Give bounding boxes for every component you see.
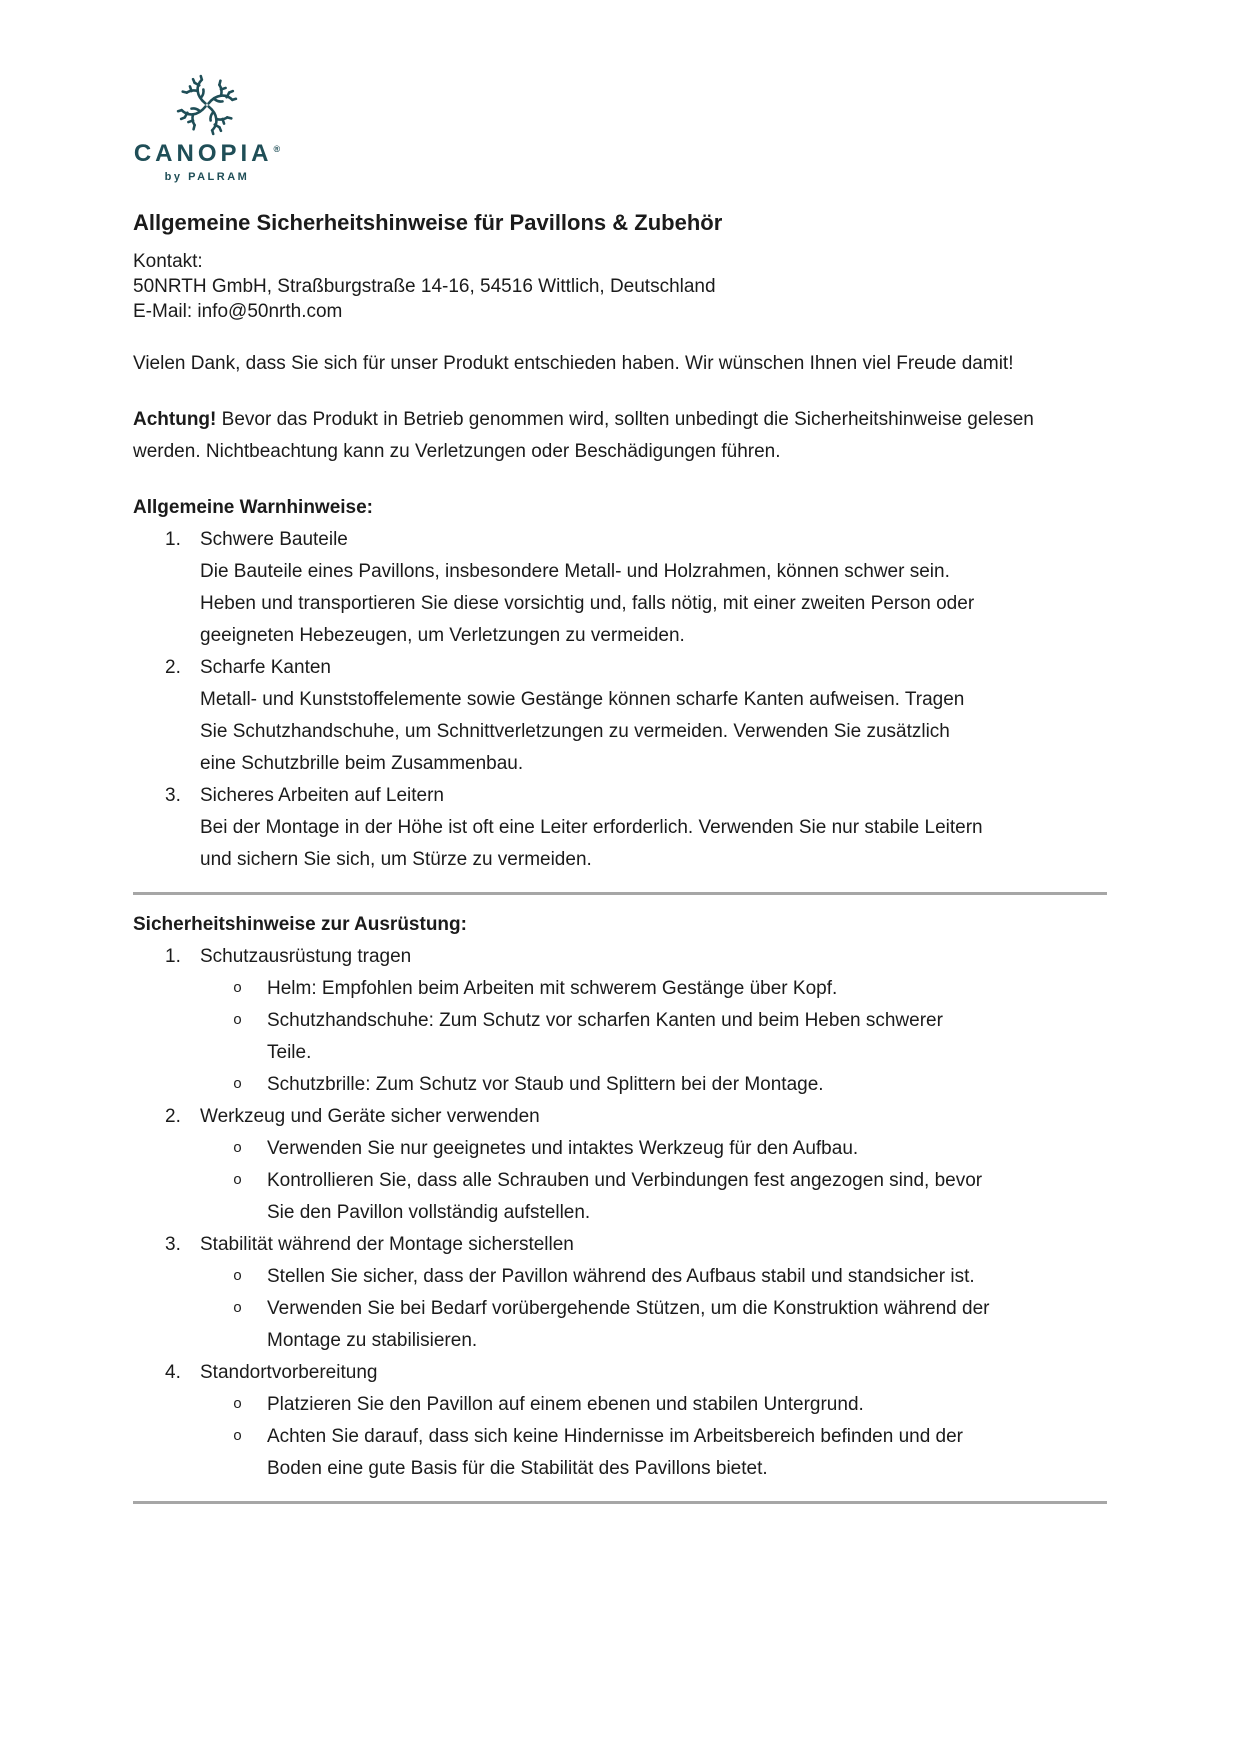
item-number: 2. — [165, 1106, 181, 1127]
bullet-text: Schutzhandschuhe: Zum Schutz vor scharfen Kanten und beim Heben schwerer Teile. — [267, 1010, 943, 1063]
warning-item — [133, 652, 1107, 780]
item-number: 2. — [165, 657, 181, 678]
item-number: 3. — [165, 785, 181, 806]
item-title: Werkzeug und Geräte sicher verwenden — [200, 1106, 540, 1127]
warning-item — [133, 524, 1107, 652]
item-title: Scharfe Kanten — [200, 657, 331, 678]
attention-label: Achtung! — [133, 409, 217, 430]
item-body: Metall- und Kunststoffelemente sowie Gestänge können scharfe Kanten aufweisen. Tragen Sie Schutzhandschuhe, um Schnittverletzungen zu vermeiden. Verwenden Sie zusätzlich eine Schutzbrille beim Zusammenbau. — [200, 689, 965, 774]
sub-bullet — [200, 1069, 990, 1101]
item-title: Schwere Bauteile — [200, 529, 348, 550]
item-title: Schutzausrüstung tragen — [200, 946, 412, 967]
sub-bullet — [200, 1293, 990, 1357]
bullet-marker: o — [233, 1268, 243, 1285]
sub-bullet — [200, 1133, 990, 1165]
bullet-marker: o — [233, 1300, 243, 1317]
bullet-text: Platzieren Sie den Pavillon auf einem ebenen und stabilen Untergrund. — [267, 1394, 864, 1415]
bullet-marker: o — [233, 1172, 243, 1189]
item-title: Sicheres Arbeiten auf Leitern — [200, 785, 444, 806]
attention-text: Bevor das Produkt in Betrieb genommen wird, sollten unbedingt die Sicherheitshinweise gelesen werden. Nichtbeachtung kann zu Verletzungen oder Beschädigungen führen. — [133, 409, 1034, 462]
sub-bullet — [200, 1421, 990, 1485]
registered-mark: ® — [273, 144, 281, 154]
contact-email: E-Mail: info@50nrth.com — [133, 301, 343, 322]
branch-pattern-icon — [176, 74, 238, 136]
sub-bullet — [200, 1005, 990, 1069]
item-title: Standortvorbereitung — [200, 1362, 378, 1383]
bullet-marker: o — [233, 1012, 243, 1029]
canopia-logo — [133, 74, 281, 183]
item-body: Die Bauteile eines Pavillons, insbesondere Metall- und Holzrahmen, können schwer sein. Heben und transportieren Sie diese vorsichtig und, falls nötig, mit einer zweiten Person oder geeigneten Hebezeugen, um Verletzungen zu vermeiden. — [200, 561, 975, 646]
item-body: Bei der Montage in der Höhe ist oft eine Leiter erforderlich. Verwenden Sie nur stabile Leitern und sichern Sie sich, um Stürze zu vermeiden. — [200, 817, 983, 870]
bullet-text: Schutzbrille: Zum Schutz vor Staub und Splittern bei der Montage. — [267, 1074, 824, 1095]
bullet-text: Stellen Sie sicher, dass der Pavillon während des Aufbaus stabil und standsicher ist. — [267, 1266, 975, 1287]
warning-item — [133, 780, 1107, 876]
section-divider — [133, 1501, 1107, 1504]
brand-wordmark: CANOPIA® — [133, 140, 281, 167]
sub-bullet — [200, 1261, 990, 1293]
sub-bullet — [200, 1165, 990, 1229]
item-number: 1. — [165, 946, 181, 967]
intro-paragraph: Vielen Dank, dass Sie sich für unser Produkt entschieden haben. Wir wünschen Ihnen viel Freude damit! — [133, 353, 1014, 374]
section-divider — [133, 892, 1107, 895]
contact-label: Kontakt: — [133, 251, 203, 272]
section-heading-equipment: Sicherheitshinweise zur Ausrüstung: — [133, 914, 467, 935]
warnings-list — [133, 524, 1107, 876]
item-number: 4. — [165, 1362, 181, 1383]
contact-address: 50NRTH GmbH, Straßburgstraße 14-16, 54516 Wittlich, Deutschland — [133, 276, 716, 297]
bullet-marker: o — [233, 1428, 243, 1445]
document-title: Allgemeine Sicherheitshinweise für Pavillons & Zubehör — [133, 210, 723, 235]
bullet-marker: o — [233, 1140, 243, 1157]
contact-block — [133, 249, 1107, 324]
sub-bullet — [200, 973, 990, 1005]
item-number: 1. — [165, 529, 181, 550]
attention-paragraph — [133, 404, 1038, 468]
bullet-text: Verwenden Sie bei Bedarf vorübergehende Stützen, um die Konstruktion während der Montage zu stabilisieren. — [267, 1298, 990, 1351]
bullet-text: Kontrollieren Sie, dass alle Schrauben und Verbindungen fest angezogen sind, bevor Sie den Pavillon vollständig aufstellen. — [267, 1170, 983, 1223]
section-heading-warnings: Allgemeine Warnhinweise: — [133, 497, 374, 518]
sub-bullet — [200, 1389, 990, 1421]
brand-byline: by PALRAM — [164, 171, 250, 183]
equipment-item — [133, 941, 1107, 1101]
equipment-list — [133, 941, 1107, 1485]
bullet-text: Achten Sie darauf, dass sich keine Hindernisse im Arbeitsbereich befinden und der Boden eine gute Basis für die Stabilität des Pavillons bietet. — [267, 1426, 964, 1479]
item-title: Stabilität während der Montage sicherstellen — [200, 1234, 574, 1255]
equipment-item — [133, 1101, 1107, 1229]
equipment-item — [133, 1357, 1107, 1485]
equipment-item — [133, 1229, 1107, 1357]
bullet-marker: o — [233, 1396, 243, 1413]
bullet-text: Helm: Empfohlen beim Arbeiten mit schwerem Gestänge über Kopf. — [267, 978, 838, 999]
bullet-text: Verwenden Sie nur geeignetes und intaktes Werkzeug für den Aufbau. — [267, 1138, 859, 1159]
bullet-marker: o — [233, 980, 243, 997]
bullet-marker: o — [233, 1076, 243, 1093]
item-number: 3. — [165, 1234, 181, 1255]
